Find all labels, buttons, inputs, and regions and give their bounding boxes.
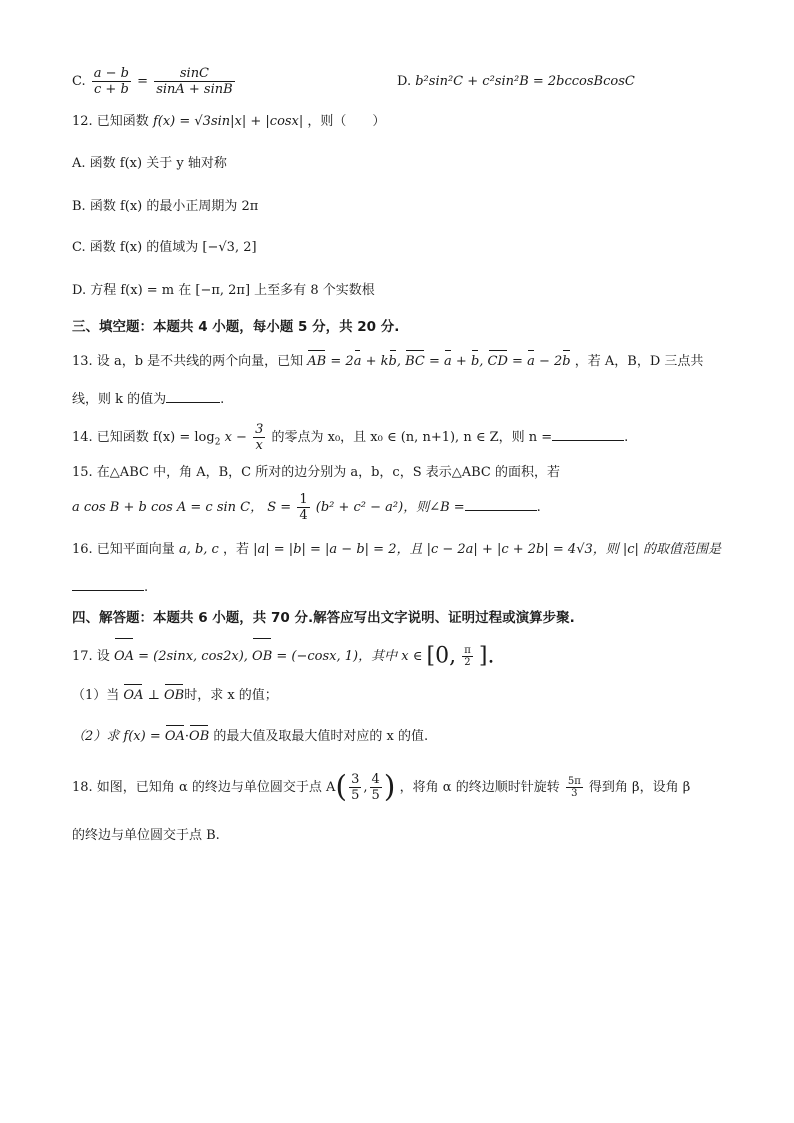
q12-option-c: C. 函数 f(x) 的值域为 [−√3, 2] xyxy=(72,240,257,255)
q11-c-lhs-fraction: $\frac{a - b}{c + b}$ xyxy=(93,66,129,97)
q11-option-d-expr: b²sin²C + c²sin²B = 2bccosBcosC xyxy=(415,74,635,89)
q16-condition: |a| = |b| = |a − b| = 2，且 |c − 2a| + |c + 2b| = 4√3，则 |c| 的取值范围是 xyxy=(253,542,722,557)
q12-stem: 12. 已知函数 f(x) = √3sin|x| + |cosx| ，则（ ） xyxy=(72,114,386,129)
q17-vector-ob: OB xyxy=(252,640,272,674)
q13-answer-blank xyxy=(166,390,220,403)
q17-part-2: （2）求 f(x) = OA·OB 的最大值及取最大值时对应的 x 的值. xyxy=(72,727,428,747)
q16-line-1: 16. 已知平面向量 a, b, c ，若 |a| = |b| = |a − b| = 2，且 |c − 2a| + |c + 2b| = 4√3，则 |c| 的取值范围是 xyxy=(72,542,722,557)
q17-stem: 17. 设 OA = (2sinx, cos2x), OB = (−cosx, 1)，其中 x ∈ [0, $\frac{\pi}{2}$ ]. xyxy=(72,640,495,674)
q15-line-2: a cos B + b cos A = c sin C， S = $\frac{1}{4}$ (b² + c² − a²)，则∠B = . xyxy=(72,492,541,523)
q11-c-rhs-fraction: $\frac{\sin C}{\sin A + \sin B}$ xyxy=(156,66,233,97)
q15-answer-blank xyxy=(465,498,537,511)
q14-fraction: $\frac{3}{x}$ xyxy=(255,422,264,453)
q16-answer-blank xyxy=(72,578,144,591)
q18-line-1: 18. 如图，已知角 α 的终边与单位圆交于点 A( $\frac{3}{5}$ , $\frac{4}{5}$ ) ，将角 α 的终边顺时针旋转 $\frac{5\pi}{3}$ 得到角 β，设角 β xyxy=(72,769,691,805)
section-4-heading: 四、解答题：本题共 6 小题，共 70 分.解答应写出文字说明、证明过程或演算步聚. xyxy=(72,610,575,626)
q17-part-1: （1）当 OA ⊥ OB时，求 x 的值； xyxy=(72,686,278,706)
q13-line-1: 13. 设 a，b 是不共线的两个向量，已知 AB = 2a + kb, BC = a + b, CD = a − 2b ，若 A，B，D 三点共 xyxy=(72,352,703,372)
q16-line-2: . xyxy=(72,578,148,598)
q12-option-d: D. 方程 f(x) = m 在 [−π, 2π] 上至多有 8 个实数根 xyxy=(72,283,375,298)
q18-point-x: $\frac{3}{5}$ xyxy=(351,772,360,803)
q18-rotation-fraction: $\frac{5\pi}{3}$ xyxy=(567,776,581,799)
q14-answer-blank xyxy=(552,428,624,441)
q11-option-c-label: C. xyxy=(72,74,86,89)
q12-function: f(x) = √3sin|x| + |cosx| xyxy=(152,114,304,129)
section-3-heading: 三、填空题：本题共 4 小题，每小题 5 分，共 20 分. xyxy=(72,319,400,335)
q17-vector-oa: OA xyxy=(114,640,134,674)
q11-option-c: C. $\frac{a - b}{c + b}$ = $\frac{\sin C}{\sin A + \sin B}$ xyxy=(72,66,233,97)
q11-option-d xyxy=(397,72,635,92)
q12-option-b: B. 函数 f(x) 的最小正周期为 2π xyxy=(72,199,259,214)
q13-vector-equations: AB = 2a + kb, BC = a + b, CD = a − 2b xyxy=(307,354,574,369)
q15-fraction: $\frac{1}{4}$ xyxy=(299,492,308,523)
q11-option-d-label: D. xyxy=(397,74,412,89)
q18-point-y: $\frac{4}{5}$ xyxy=(371,772,380,803)
q16-vectors: a, b, c xyxy=(178,542,219,557)
q18-line-2: 的终边与单位圆交于点 B. xyxy=(72,828,220,843)
q14-line: 14. 已知函数 $f(x) = \log_2 x$ − $\frac{3}{x}$ 的零点为 x₀，且 x₀ ∈ (n, n+1), n ∈ Z，则 n = . xyxy=(72,422,629,453)
q17-interval-fraction: $\frac{\pi}{2}$ xyxy=(464,645,471,668)
q15-line-1: 15. 在△ABC 中，角 A，B，C 所对的边分别为 a，b，c，S 表示△ABC 的面积，若 xyxy=(72,465,561,480)
q12-option-a: A. 函数 f(x) 关于 y 轴对称 xyxy=(72,156,227,171)
q13-line-2: 线，则 k 的值为 . xyxy=(72,392,225,407)
